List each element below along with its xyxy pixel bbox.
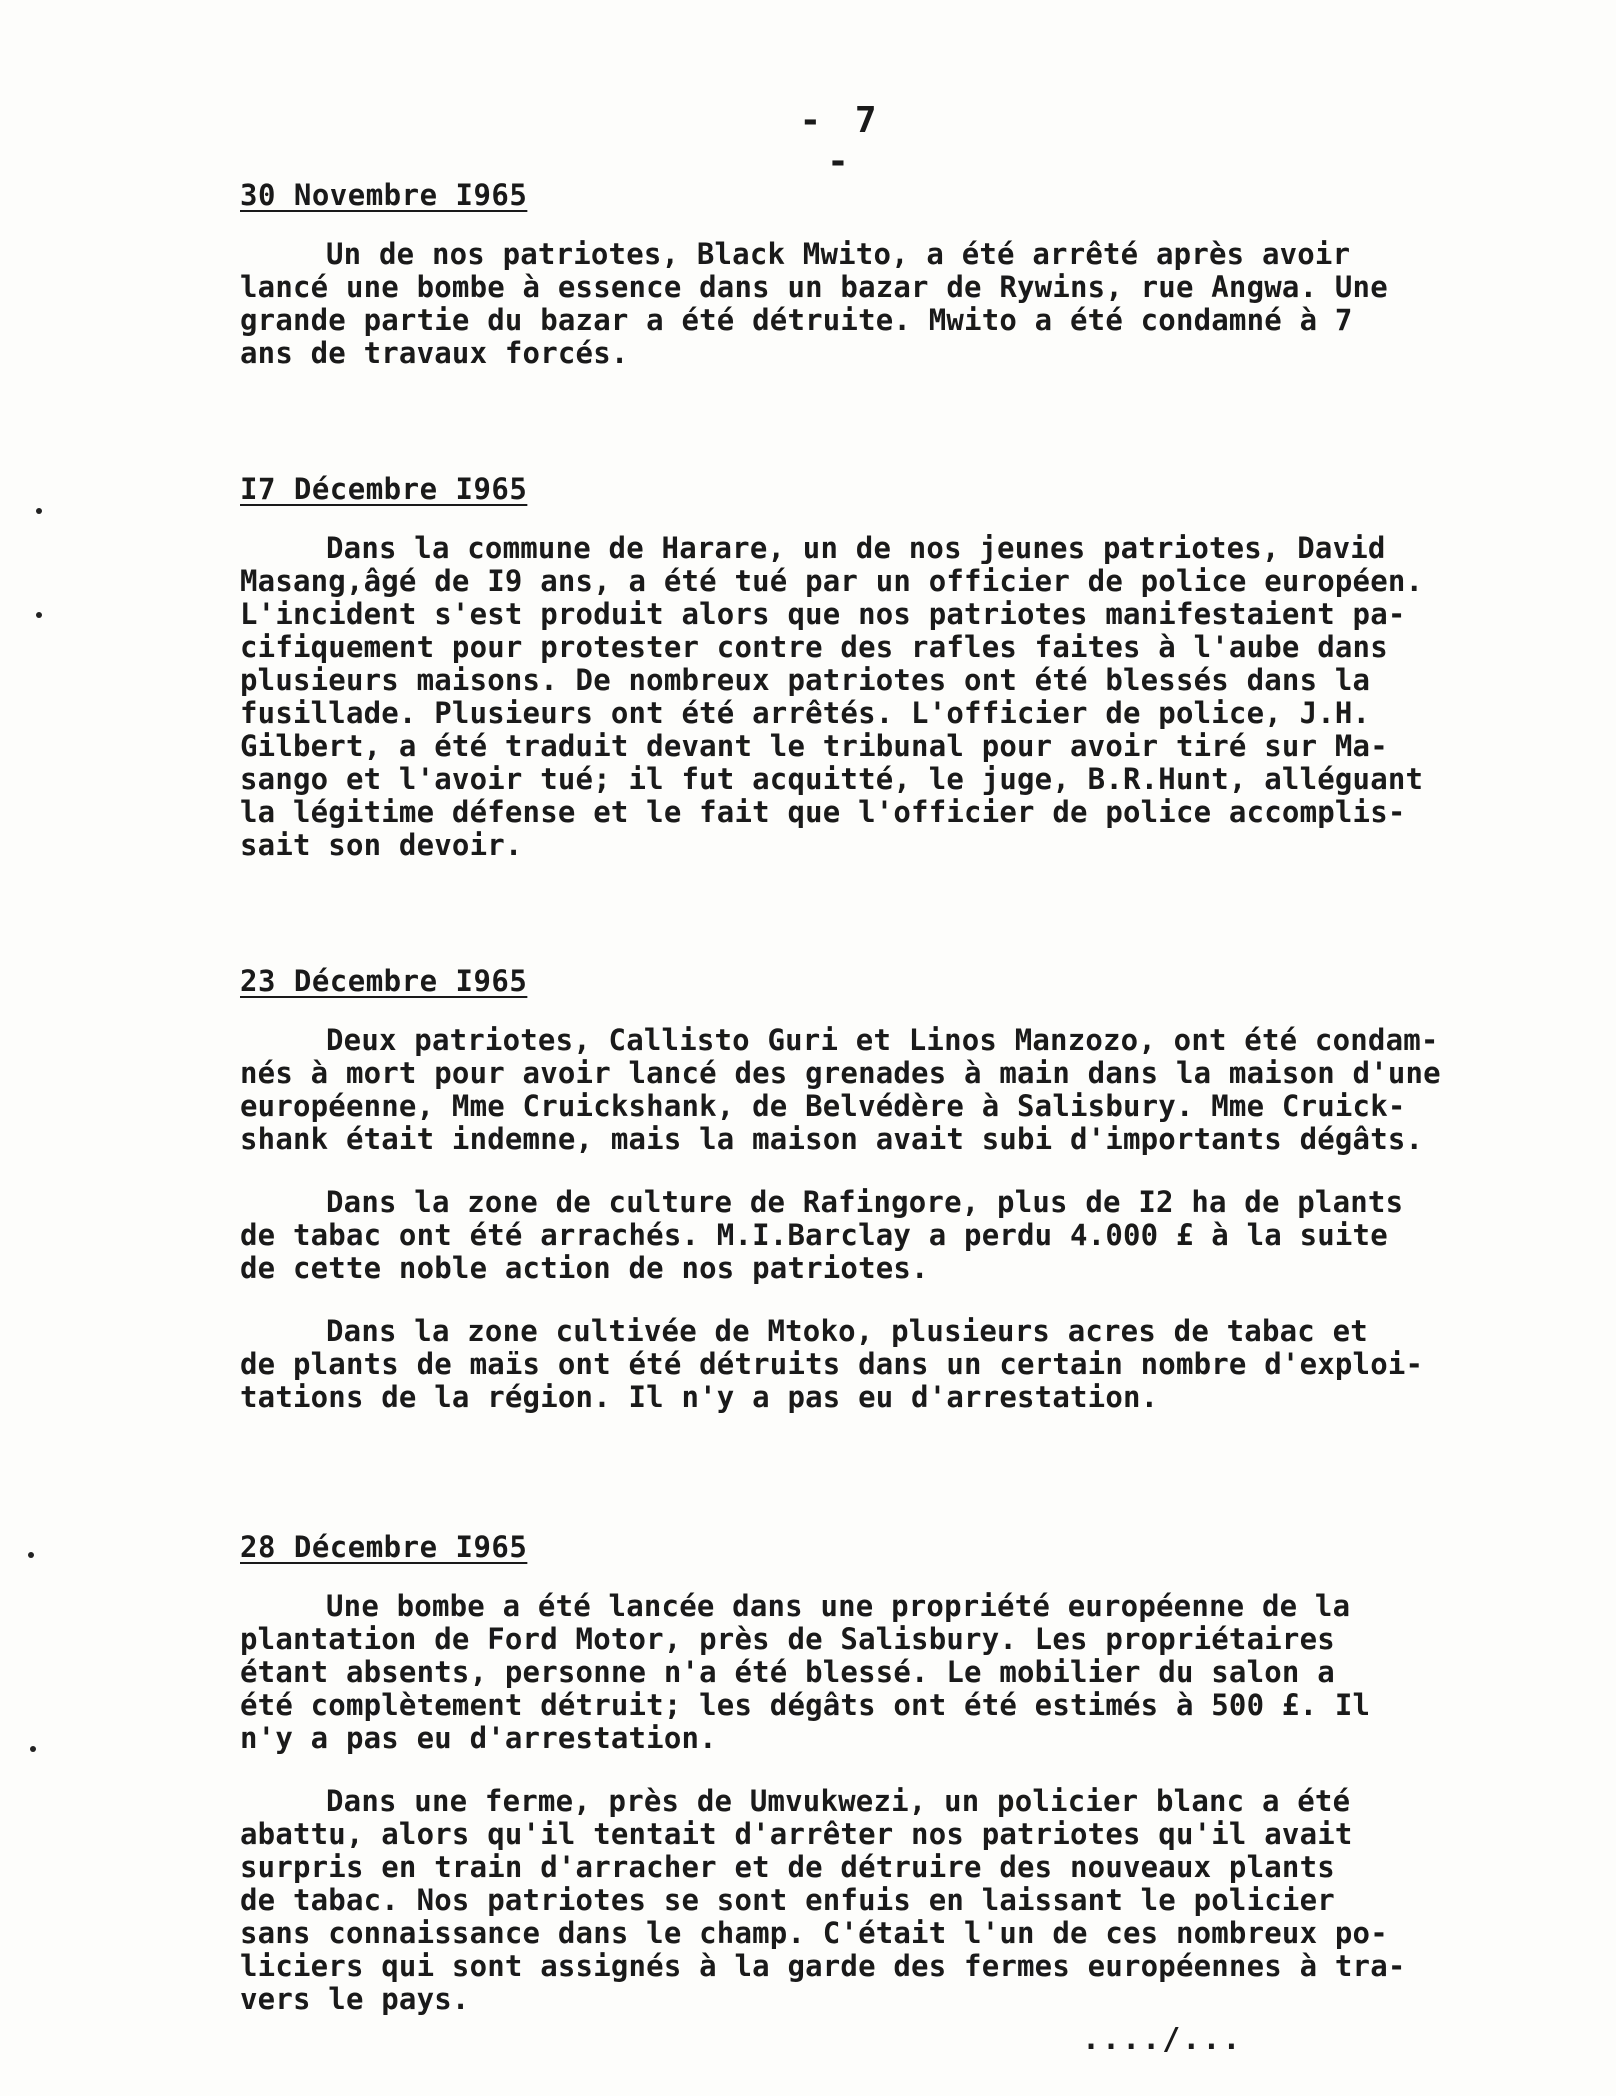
text-line: Dans une ferme, près de Umvukwezi, un policier blanc a été bbox=[326, 1784, 1351, 1818]
text-line: de plants de maïs ont été détruits dans un certain nombre d'exploi- bbox=[240, 1347, 1424, 1381]
text-line: été complètement détruit; les dégâts ont été estimés à 500 £. Il bbox=[240, 1688, 1371, 1722]
text-line: de tabac ont été arrachés. M.I.Barclay a perdu 4.000 £ à la suite bbox=[240, 1218, 1388, 1252]
scan-speck bbox=[28, 1552, 34, 1558]
text-line: Dans la zone de culture de Rafingore, plus de I2 ha de plants bbox=[326, 1185, 1404, 1219]
text-line: grande partie du bazar a été détruite. Mwito a été condamné à 7 bbox=[240, 303, 1353, 337]
text-line: vers le pays. bbox=[240, 1982, 470, 2016]
paragraph bbox=[240, 1024, 1500, 1156]
text-line: tations de la région. Il n'y a pas eu d'arrestation. bbox=[240, 1380, 1159, 1414]
paragraph bbox=[240, 1315, 1500, 1414]
entry-date: 30 Novembre I965 bbox=[240, 178, 528, 212]
text-line: étant absents, personne n'a été blessé. Le mobilier du salon a bbox=[240, 1655, 1335, 1689]
entry-date: 23 Décembre I965 bbox=[240, 964, 528, 998]
scan-speck bbox=[36, 612, 42, 618]
paragraph bbox=[240, 1785, 1500, 2016]
continuation-mark: ..../... bbox=[1082, 2022, 1243, 2057]
entry-30-novembre bbox=[240, 178, 1500, 400]
entry-17-decembre bbox=[240, 472, 1500, 892]
text-line: ans de travaux forcés. bbox=[240, 336, 629, 370]
text-line: de cette noble action de nos patriotes. bbox=[240, 1251, 929, 1285]
text-line: sans connaissance dans le champ. C'était l'un de ces nombreux po- bbox=[240, 1916, 1388, 1950]
entry-date: I7 Décembre I965 bbox=[240, 472, 528, 506]
text-line: Masang,âgé de I9 ans, a été tué par un officier de police européen. bbox=[240, 564, 1424, 598]
entry-23-decembre bbox=[240, 964, 1500, 1444]
text-line: surpris en train d'arracher et de détruire des nouveaux plants bbox=[240, 1850, 1335, 1884]
text-line: Une bombe a été lancée dans une propriété européenne de la bbox=[326, 1589, 1351, 1623]
text-line: L'incident s'est produit alors que nos patriotes manifestaient pa- bbox=[240, 597, 1406, 631]
text-line: de tabac. Nos patriotes se sont enfuis en laissant le policier bbox=[240, 1883, 1335, 1917]
paragraph bbox=[240, 1590, 1500, 1755]
text-line: shank était indemne, mais la maison avait subi d'importants dégâts. bbox=[240, 1122, 1424, 1156]
scan-speck bbox=[36, 508, 42, 514]
text-line: cifiquement pour protester contre des rafles faites à l'aube dans bbox=[240, 630, 1388, 664]
paragraph bbox=[240, 1186, 1500, 1285]
entry-date: 28 Décembre I965 bbox=[240, 1530, 528, 1564]
text-line: n'y a pas eu d'arrestation. bbox=[240, 1721, 717, 1755]
text-line: la légitime défense et le fait que l'officier de police accomplis- bbox=[240, 795, 1406, 829]
text-line: Dans la commune de Harare, un de nos jeunes patriotes, David bbox=[326, 531, 1386, 565]
text-line: plantation de Ford Motor, près de Salisbury. Les propriétaires bbox=[240, 1622, 1335, 1656]
text-line: plusieurs maisons. De nombreux patriotes ont été blessés dans la bbox=[240, 663, 1371, 697]
paragraph bbox=[240, 238, 1500, 370]
text-line: sait son devoir. bbox=[240, 828, 523, 862]
paragraph bbox=[240, 532, 1500, 862]
text-line: liciers qui sont assignés à la garde des fermes européennes à tra- bbox=[240, 1949, 1406, 1983]
entry-28-decembre bbox=[240, 1530, 1500, 2046]
text-line: Gilbert, a été traduit devant le tribunal pour avoir tiré sur Ma- bbox=[240, 729, 1388, 763]
page-number: - 7 - bbox=[799, 100, 883, 182]
text-line: fusillade. Plusieurs ont été arrêtés. L'officier de police, J.H. bbox=[240, 696, 1371, 730]
text-line: Deux patriotes, Callisto Guri et Linos Manzozo, ont été condam- bbox=[326, 1023, 1439, 1057]
text-line: nés à mort pour avoir lancé des grenades à main dans la maison d'une bbox=[240, 1056, 1441, 1090]
text-line: Dans la zone cultivée de Mtoko, plusieurs acres de tabac et bbox=[326, 1314, 1368, 1348]
text-line: Un de nos patriotes, Black Mwito, a été arrêté après avoir bbox=[326, 237, 1351, 271]
scan-speck bbox=[30, 1746, 36, 1752]
text-line: sango et l'avoir tué; il fut acquitté, le juge, B.R.Hunt, alléguant bbox=[240, 762, 1424, 796]
text-line: européenne, Mme Cruickshank, de Belvédère à Salisbury. Mme Cruick- bbox=[240, 1089, 1406, 1123]
text-line: abattu, alors qu'il tentait d'arrêter nos patriotes qu'il avait bbox=[240, 1817, 1353, 1851]
text-line: lancé une bombe à essence dans un bazar de Rywins, rue Angwa. Une bbox=[240, 270, 1388, 304]
